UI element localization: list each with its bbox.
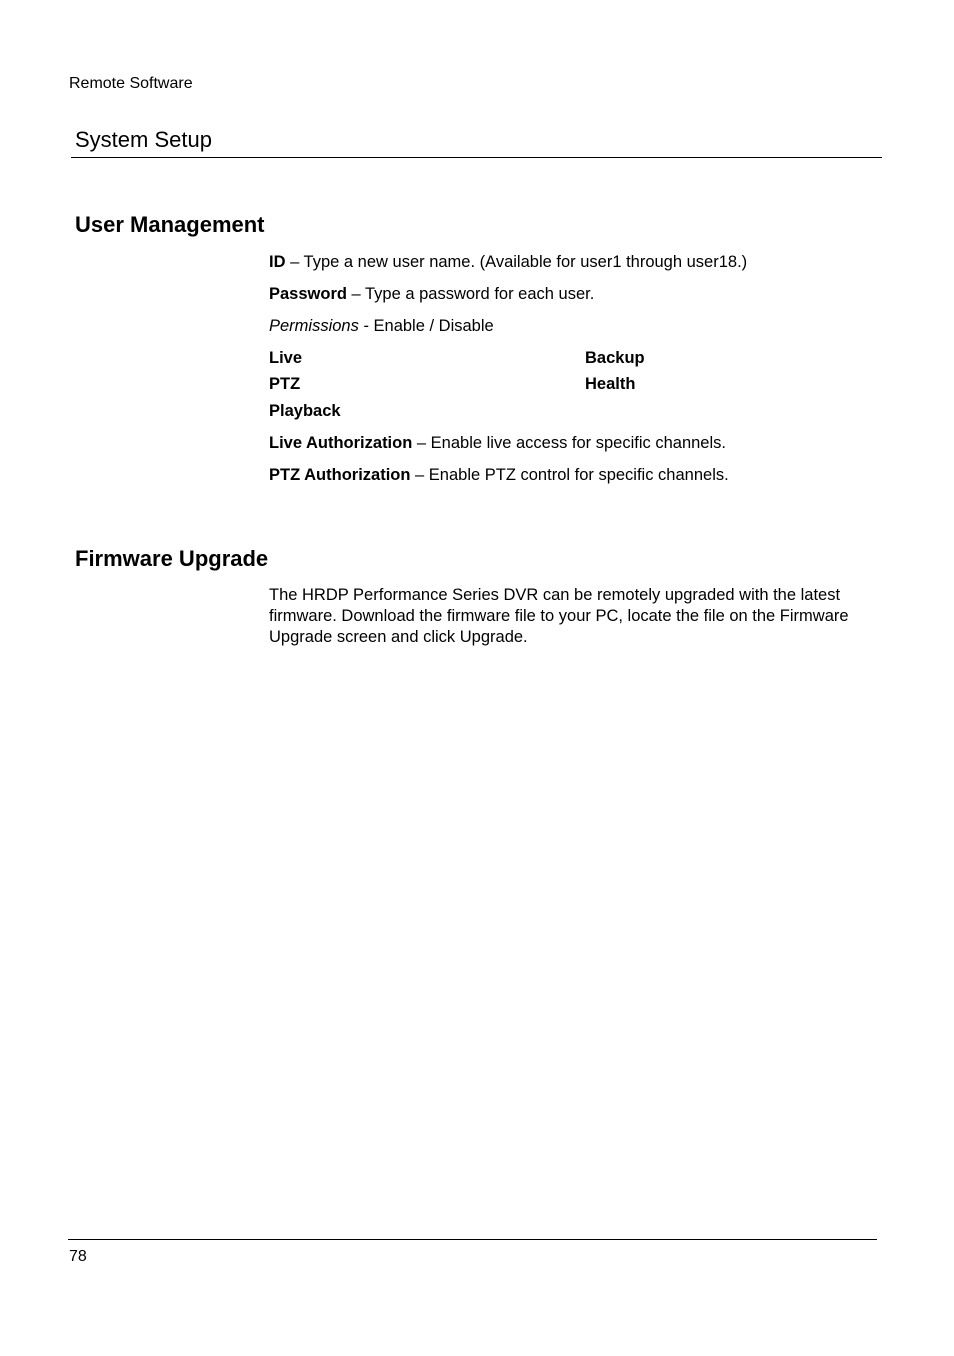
ptz-authorization-definition — [269, 466, 729, 485]
permissions-description: - Enable / Disable — [358, 317, 494, 335]
id-definition — [269, 253, 747, 272]
permission-item-live: Live — [269, 349, 303, 367]
permission-item-ptz: PTZ — [269, 375, 301, 393]
password-description: – Type a password for each user. — [346, 285, 595, 303]
id-description: – Type a new user name. (Available for user1 through user18.) — [285, 253, 748, 271]
live-authorization-term: Live Authorization — [269, 434, 413, 452]
title-rule — [71, 157, 882, 158]
ptz-authorization-term: PTZ Authorization — [269, 466, 411, 484]
live-authorization-description: – Enable live access for specific channels. — [412, 434, 726, 452]
password-term: Password — [269, 285, 347, 303]
page-number: 78 — [69, 1248, 87, 1265]
password-definition — [269, 285, 594, 304]
permissions-definition — [269, 317, 494, 336]
section-title: System Setup — [75, 127, 212, 152]
ptz-authorization-description: – Enable PTZ control for specific channels. — [410, 466, 729, 484]
permission-item-playback: Playback — [269, 402, 341, 420]
permission-item-backup: Backup — [585, 349, 645, 367]
firmware-upgrade-paragraph: The HRDP Performance Series DVR can be remotely upgraded with the latest firmware. Download the firmware file to your PC, locate the file on the Firmware Upgrade screen and click Upgrade. — [269, 586, 849, 646]
firmware-upgrade-heading: Firmware Upgrade — [75, 546, 269, 571]
live-authorization-definition — [269, 434, 726, 453]
footer-rule — [68, 1239, 877, 1240]
id-term: ID — [269, 253, 286, 271]
user-management-heading: User Management — [75, 212, 265, 237]
running-header: Remote Software — [69, 75, 193, 92]
permission-item-health: Health — [585, 375, 636, 393]
permissions-term: Permissions — [269, 317, 359, 335]
